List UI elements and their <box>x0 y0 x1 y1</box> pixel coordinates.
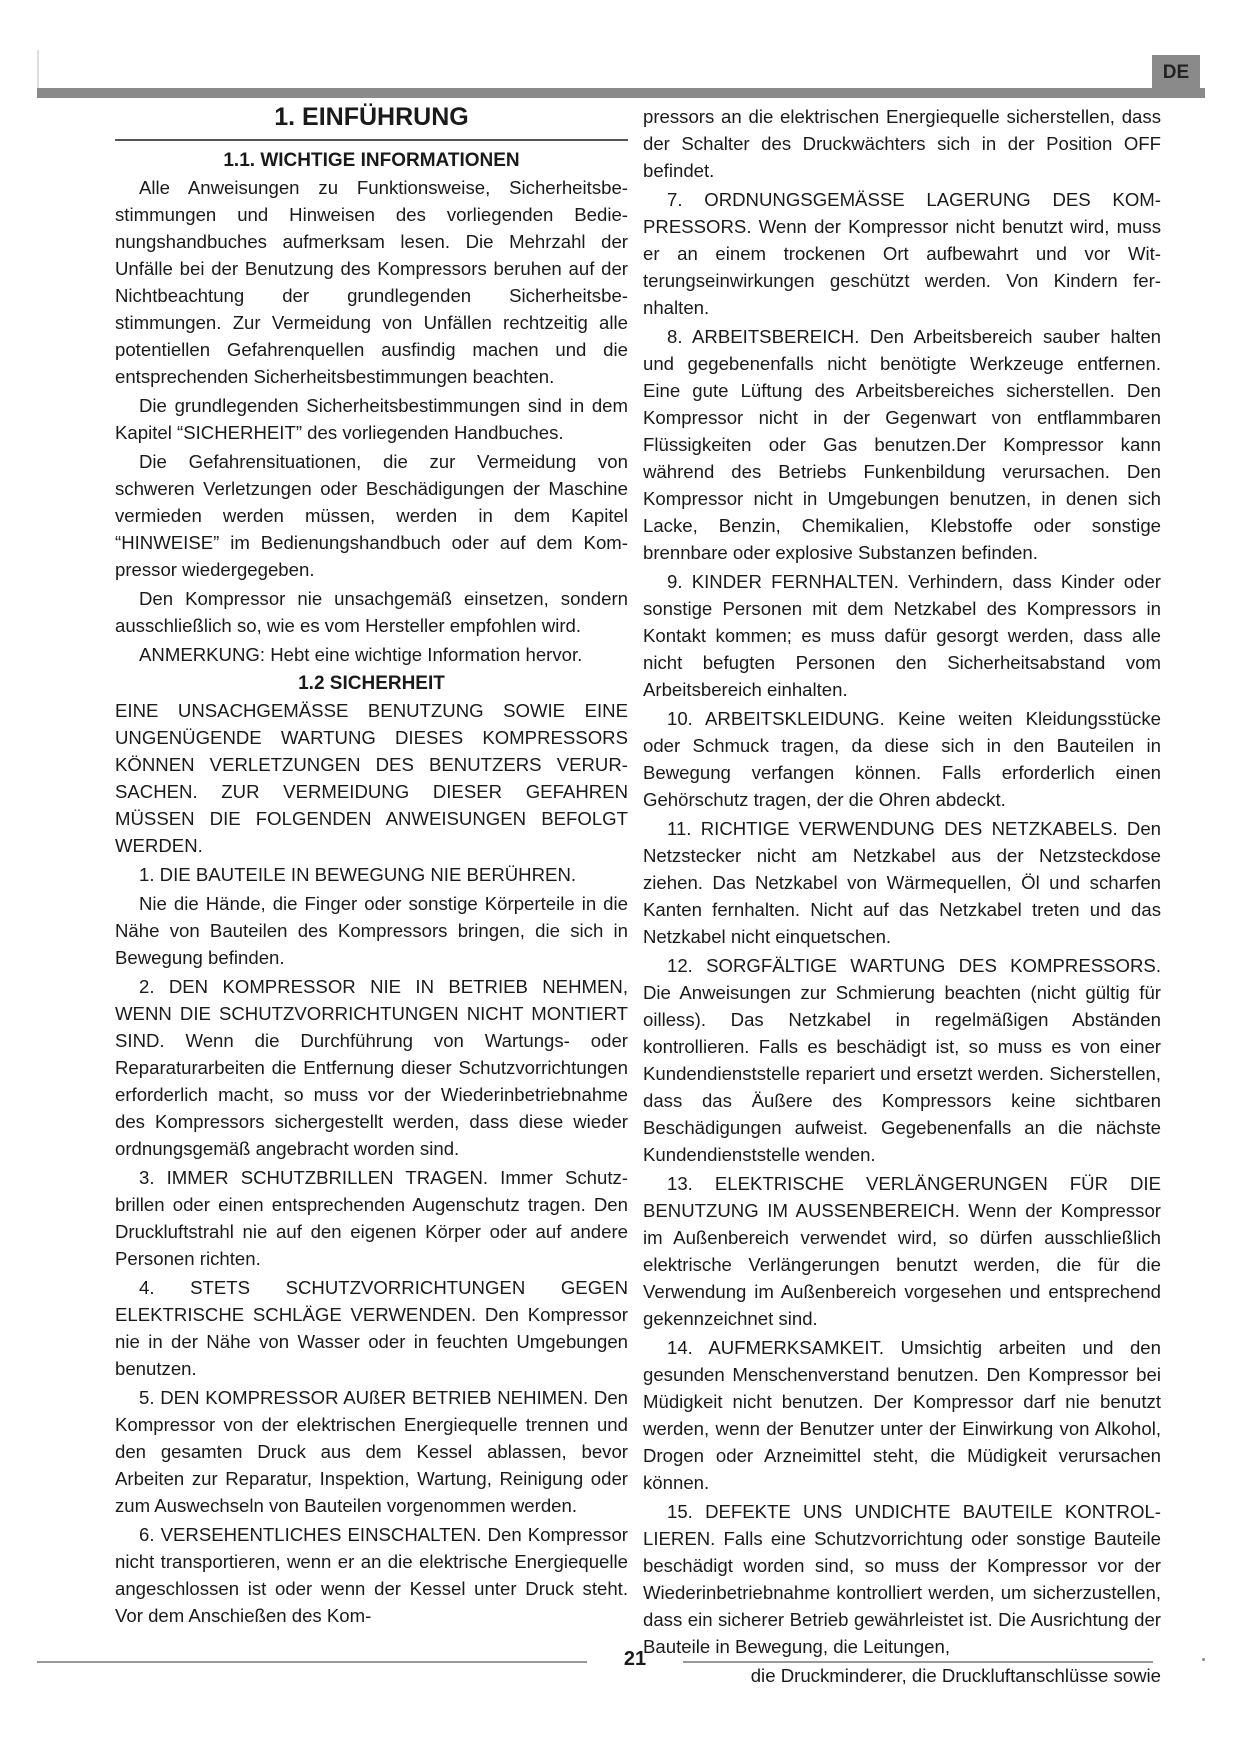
safety-item-4: 4. STETS SCHUTZVORRICHTUNGEN GEGEN ELEKTRISCHE SCHLÄGE VERWENDEN. Den Kompressor nie in der Nähe von Wasser oder in feuchten Umgebungen benutzen. <box>115 1277 628 1379</box>
paragraph: Den Kompressor nie unsachgemäß einsetzen, sondern ausschließlich so, wie es vom Hersteller empfohlen wird. <box>115 588 628 636</box>
note-paragraph: ANMERKUNG: Hebt eine wichtige Information hervor. <box>139 644 583 665</box>
safety-item-15: 15. DEFEKTE UNS UNDICHTE BAUTEILE KONTROLLIEREN. Falls eine Schutzvorrichtung oder sonstige Bauteile beschädigt worden sind, so muss der Kompressor vor der Wiederinbetriebnahme kontrolliert werden, um sicherzustellen, dass ein sicherer Betrieb gewährleistet ist. Die Ausrichtung der Bauteile in Bewegung, die Leitungen, <box>643 1501 1161 1657</box>
paragraph: Alle Anweisungen zu Funktionsweise, Sicherheitsbestimmungen und Hinweisen des vorliegenden Bedienungshandbuches aufmerksam lesen. Die Mehrzahl der Unfälle bei der Benutzung des Kompressors beruhen auf der Nichtbeachtung der grundlegenden Sicherheitsbestimmungen. Zur Vermeidung von Unfällen rechtzeitig alle potentiellen Gefahrenquellen ausfindig machen und die entsprechenden Sicherheitsbestimmungen beachten. <box>115 177 628 387</box>
safety-item-2: 2. DEN KOMPRESSOR NIE IN BETRIEB NEHMEN, WENN DIE SCHUTZVORRICHTUNGEN NICHT MONTIERT SIND. Wenn die Durchführung von Wartungs- oder Reparaturarbeiten die Entfernung dieser Schutzvorrichtungen erforderlich macht, so muss vor der Wiederinbetriebnahme des Kompressors sichergestellt werden, dass diese wieder ordnungsgemäß angebracht worden sind. <box>115 976 628 1159</box>
page-number: 21 <box>623 1648 647 1670</box>
paragraph: Die Gefahrensituationen, die zur Vermeidung von schweren Verletzungen oder Beschädigungen der Maschine vermieden werden müssen, werden in dem Kapitel “HINWEISE” im Bedienungshandbuch oder auf dem Kompressor wiedergegeben. <box>115 451 628 580</box>
footer-rule-right <box>683 1661 1153 1663</box>
section-heading-1-2: 1.2 SICHERHEIT <box>298 673 445 694</box>
chapter-title: 1. EINFÜHRUNG <box>115 100 628 141</box>
safety-item-5: 5. DEN KOMPRESSOR AUßER BETRIEB NEHIMEN. Den Kompressor von der elektrischen Energiequelle trennen und den gesamten Druck aus dem Kessel ablassen, bevor Arbeiten zur Reparatur, Inspektion, Wartung, Reinigung oder zum Auswechseln von Bauteilen vorgenommen werden. <box>115 1387 628 1516</box>
safety-item-1-title: 1. DIE BAUTEILE IN BEWEGUNG NIE BERÜHREN. <box>139 864 577 885</box>
footer-dot <box>1202 1658 1205 1661</box>
safety-item-10: 10. ARBEITSKLEIDUNG. Keine weiten Kleidungsstücke oder Schmuck tragen, da diese sich in den Bauteilen in Bewegung verfangen können. Falls erforderlich einen Gehörschutz tragen, der die Ohren abdeckt. <box>643 708 1161 810</box>
footer-rule-left <box>37 1661 587 1663</box>
safety-item-9: 9. KINDER FERNHALTEN. Verhindern, dass Kinder oder sonstige Personen mit dem Netzkabel des Kompressors in Kontakt kommen; es muss dafür gesorgt werden, dass alle nicht befugten Personen den Sicherheitsabstand vom Arbeitsbereich einhalten. <box>643 571 1161 700</box>
safety-item-12: 12. SORGFÄLTIGE WARTUNG DES KOMPRESSORS. Die Anweisungen zur Schmierung beachten (nicht gültig für oilless). Das Netzkabel in regelmäßigen Abständen kontrollieren. Falls es beschädigt ist, so muss es von einer Kundendienststelle repariert und ersetzt werden. Sicherstellen, dass das Äußere des Kompressors keine sichtbaren Beschädigungen aufweist. Gegebenenfalls an die nächste Kundendienststelle wenden. <box>643 955 1161 1165</box>
safety-item-14: 14. AUFMERKSAMKEIT. Umsichtig arbeiten und den gesunden Menschenverstand benutzen. Den Kompressor bei Müdigkeit nicht benutzen. Der Kompressor darf nie benutzt werden, wenn der Benutzer unter der Einwirkung von Alkohol, Drogen oder Arzneimittel steht, die Müdigkeit verursachen können. <box>643 1337 1161 1493</box>
safety-item-13: 13. ELEKTRISCHE VERLÄNGERUNGEN FÜR DIE BENUTZUNG IM AUSSENBEREICH. Wenn der Kompressor im Außenbereich verwendet wird, so dürfen ausschließlich elektrische Verlängerungen benutzt werden, die für die Verwendung im Außenbereich vorgesehen und entsprechend gekennzeichnet sind. <box>643 1173 1161 1329</box>
language-badge: DE <box>1152 55 1200 91</box>
section-heading-1-1: 1.1. WICHTIGE INFORMATIONEN <box>223 150 520 171</box>
header-edge-line <box>37 50 39 92</box>
safety-item-6-continued: pressors an die elektrischen Energiequelle sicherstellen, dass der Schalter des Druckwächters sich in der Position OFF befindet. <box>643 106 1161 181</box>
safety-intro: EINE UNSACHGEMÄSSE BENUTZUNG SOWIE EINE UNGENÜGENDE WARTUNG DIESES KOMPRESSORS KÖNNEN VERLETZUNGEN DES BENUTZERS VERURSACHEN. ZUR VERMEIDUNG DIESER GEFAHREN MÜSSEN DIE FOLGENDEN ANWEISUNGEN BEFOLGT WERDEN. <box>115 700 628 856</box>
safety-item-6: 6. VERSEHENTLICHES EINSCHALTEN. Den Kompressor nicht transportieren, wenn er an die elektrische Energiequelle angeschlossen ist oder wenn der Kessel unter Druck steht. Vor dem Anschießen des Kom- <box>115 1524 628 1626</box>
header-bar <box>37 88 1205 98</box>
safety-item-15-last-line: die Druckminderer, die Druckluftanschlüsse sowie <box>750 1665 1161 1686</box>
safety-item-7: 7. ORDNUNGSGEMÄSSE LAGERUNG DES KOMPRESSORS. Wenn der Kompressor nicht benutzt wird, muss er an einem trockenen Ort aufbewahrt und vor Witterungseinwirkungen geschützt werden. Von Kindern fernhalten. <box>643 189 1161 318</box>
safety-item-8: 8. ARBEITSBEREICH. Den Arbeitsbereich sauber halten und gegebenenfalls nicht benötigte Werkzeuge entfernen. Eine gute Lüftung des Arbeitsbereiches sicherstellen. Den Kompressor nicht in der Gegenwart von entflammbaren Flüssigkeiten oder Gas benutzen.Der Kompressor kann während des Betriebs Funkenbildung verursachen. Den Kompressor nicht in Umgebungen benutzen, in denen sich Lacke, Benzin, Chemikalien, Klebstoffe oder sonstige brennbare oder explosive Substanzen befinden. <box>643 326 1161 563</box>
left-column <box>115 100 628 1631</box>
safety-item-1-body: Nie die Hände, die Finger oder sonstige Körperteile in die Nähe von Bauteilen des Kompressors bringen, die sich in Bewegung befinden. <box>115 893 628 968</box>
safety-item-3: 3. IMMER SCHUTZBRILLEN TRAGEN. Immer Schutzbrillen oder einen entsprechenden Augenschutz tragen. Den Druckluftstrahl nie auf den eigenen Körper oder auf andere Personen richten. <box>115 1167 628 1269</box>
safety-item-11: 11. RICHTIGE VERWENDUNG DES NETZKABELS. Den Netzstecker nicht am Netzkabel aus der Netzsteckdose ziehen. Das Netzkabel von Wärmequellen, Öl und scharfen Kanten fernhalten. Nicht auf das Netzkabel treten und das Netzkabel nicht einquetschen. <box>643 818 1161 947</box>
paragraph: Die grundlegenden Sicherheitsbestimmungen sind in dem Kapitel “SICHERHEIT” des vorliegenden Handbuches. <box>115 395 628 443</box>
right-column <box>643 103 1161 1691</box>
